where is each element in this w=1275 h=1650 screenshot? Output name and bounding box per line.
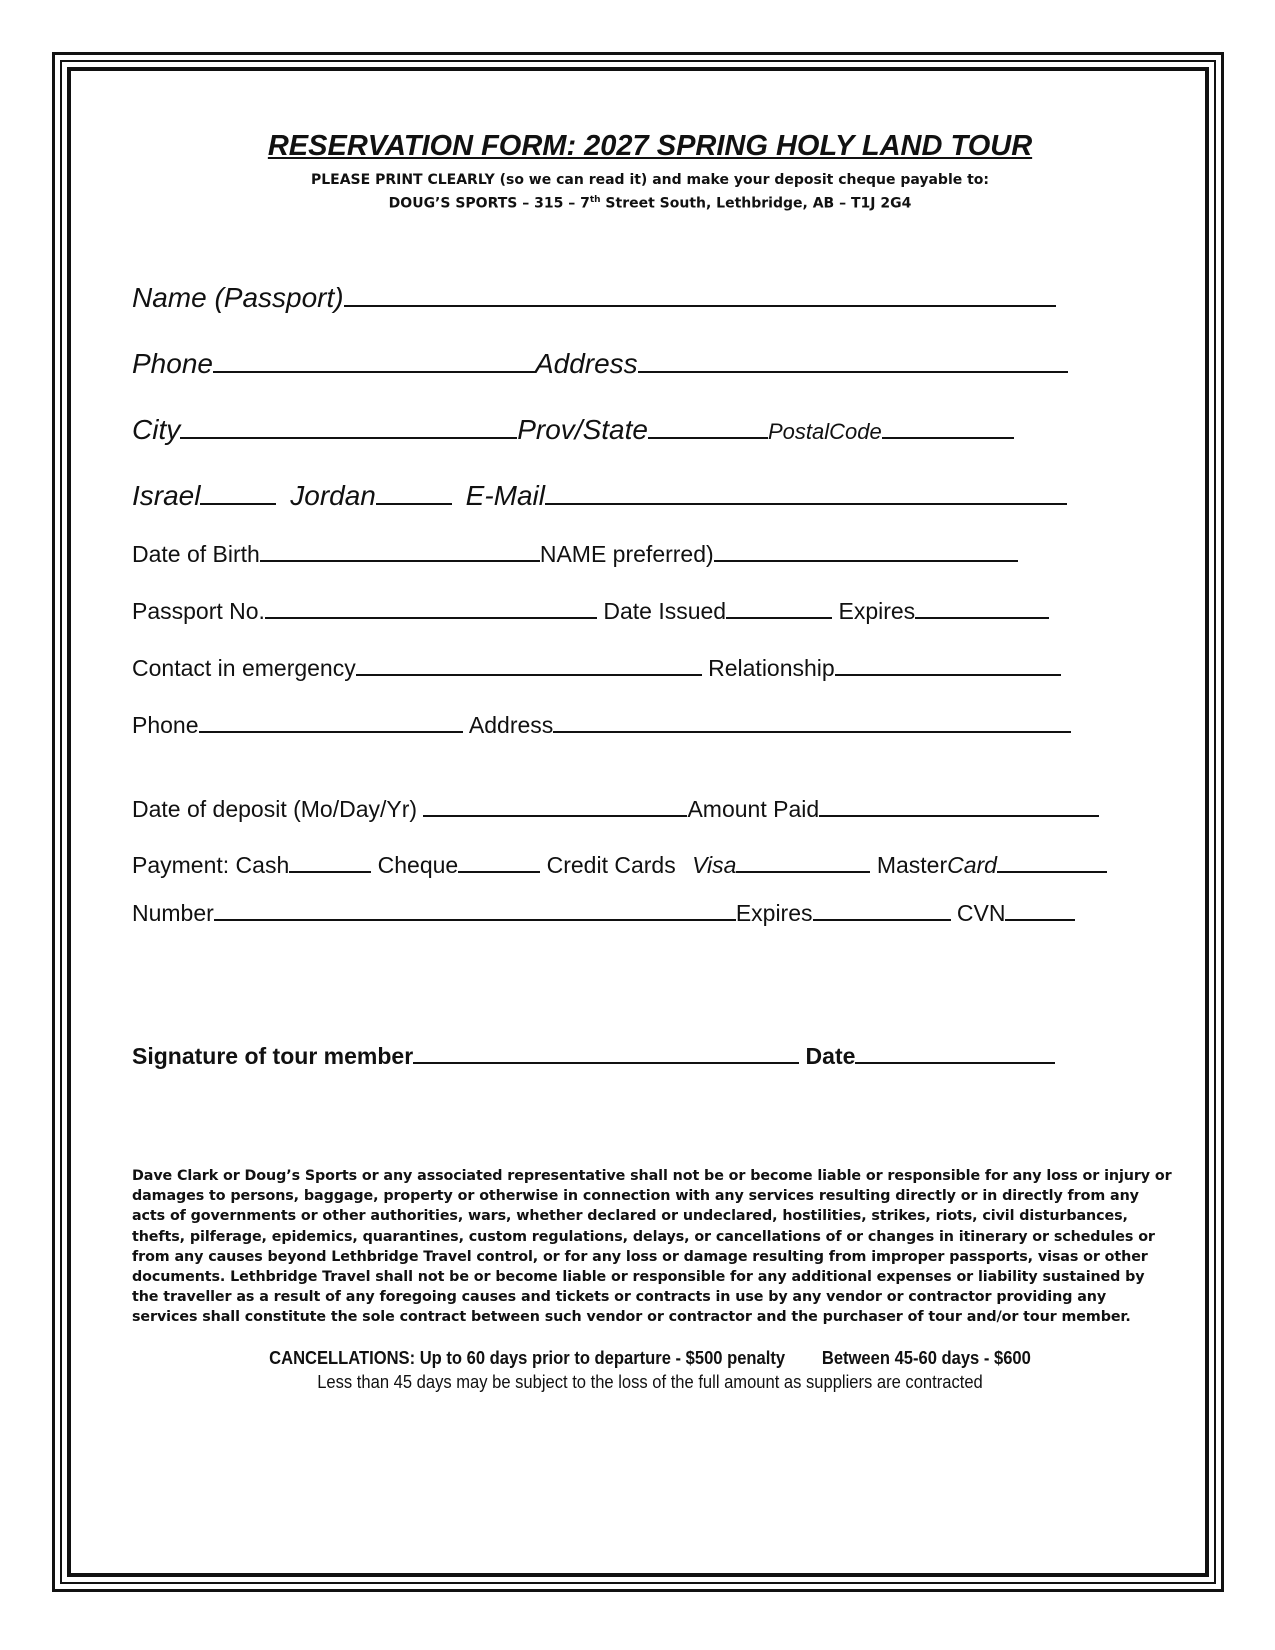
phone-label: Phone xyxy=(132,348,213,379)
date-issued-field[interactable] xyxy=(726,616,832,619)
relationship-field[interactable] xyxy=(835,673,1061,676)
form-title: RESERVATION FORM: 2027 SPRING HOLY LAND TOUR xyxy=(267,130,1033,162)
name-preferred-field[interactable] xyxy=(714,559,1018,562)
visa-field[interactable] xyxy=(736,870,870,873)
payment-row xyxy=(132,852,1107,879)
postal-code-label: PostalCode xyxy=(767,419,882,444)
amount-paid-label: Amount Paid xyxy=(687,796,820,822)
contact-emergency-label: Contact in emergency xyxy=(132,655,356,681)
signature-row xyxy=(132,1043,1055,1070)
deposit-row xyxy=(132,796,1099,823)
visa-label: Visa xyxy=(692,852,737,878)
birth-row xyxy=(132,541,1018,568)
date-of-birth-label: Date of Birth xyxy=(132,541,260,567)
cvn-field[interactable] xyxy=(1005,918,1075,921)
date-label: Date xyxy=(805,1043,856,1069)
postal-code-field[interactable] xyxy=(882,436,1014,439)
expires-label: Expires xyxy=(838,598,916,624)
date-of-deposit-field[interactable] xyxy=(423,814,687,817)
cheque-label: Cheque xyxy=(377,852,459,878)
phone-field[interactable] xyxy=(213,370,535,373)
trip-email-row xyxy=(132,480,1067,512)
card-number-row xyxy=(132,900,1075,927)
phone-address-row xyxy=(132,348,1068,380)
city-row xyxy=(132,414,1014,446)
liability-disclaimer: Dave Clark or Doug’s Sports or any associated representative shall not be or become liable or responsible for any loss or injury or damages to persons, baggage, property or otherwise in connection with any services resulting directly or in directly from any acts of governments or other authorities, wars, whether declared or undeclared, hostilities, strikes, riots, civil disturbances, thefts, pilferage, epidemics, quarantines, custom regulations, delays, or cancellations of or changes in itinerary or schedules or from any causes beyond Lethbridge Travel control, or for any loss or damage resulting from improper passports, visas or other documents. Lethbridge Travel shall not be or become liable or responsible for any additional expenses or liability sustained by the traveller as a result of any foregoing causes and tickets or contracts in use by any vendor or contractor providing any services shall constitute the sole contract between such vendor or contractor and the purchaser of tour and/or tour member. xyxy=(132,1168,1172,1326)
emergency-address-label: Address xyxy=(468,712,554,738)
date-of-deposit-label: Date of deposit (Mo/Day/Yr) xyxy=(132,796,418,822)
city-label: City xyxy=(132,414,181,445)
date-field[interactable] xyxy=(855,1061,1055,1064)
passport-row xyxy=(132,598,1049,625)
credit-cards-label: Credit Cards xyxy=(546,852,676,878)
name-passport-field[interactable] xyxy=(344,304,1056,307)
email-field[interactable] xyxy=(545,502,1067,505)
israel-field[interactable] xyxy=(200,502,276,505)
name-preferred-label: NAME preferred) xyxy=(539,541,714,567)
email-label: E-Mail xyxy=(465,480,545,511)
expires-field[interactable] xyxy=(915,616,1049,619)
cancellation-note: Less than 45 days may be subject to the loss of the full amount as suppliers are contracted xyxy=(317,1372,983,1392)
amount-paid-field[interactable] xyxy=(819,814,1099,817)
card-expires-field[interactable] xyxy=(813,918,951,921)
cash-field[interactable] xyxy=(289,870,371,873)
card-number-field[interactable] xyxy=(214,918,736,921)
prov-state-field[interactable] xyxy=(648,436,768,439)
israel-label: Israel xyxy=(132,480,201,511)
address-field[interactable] xyxy=(638,370,1068,373)
passport-no-label: Passport No. xyxy=(132,598,265,624)
emergency-row xyxy=(132,655,1061,682)
master-label: Master xyxy=(876,852,948,878)
name-passport-label: Name (Passport) xyxy=(132,282,344,313)
date-of-birth-field[interactable] xyxy=(260,559,540,562)
master-card-field[interactable] xyxy=(997,870,1107,873)
payment-cash-label: Payment: Cash xyxy=(132,852,290,878)
cancellation-line-1b: Between 45-60 days - $600 xyxy=(821,1348,1031,1368)
date-issued-label: Date Issued xyxy=(603,598,727,624)
city-field[interactable] xyxy=(180,436,517,439)
signature-label: Signature of tour member xyxy=(132,1043,414,1069)
relationship-label: Relationship xyxy=(708,655,835,681)
address-label: Address xyxy=(534,348,638,379)
cancellation-policy xyxy=(172,1348,1129,1369)
prov-state-label: Prov/State xyxy=(517,414,648,445)
instructions: PLEASE PRINT CLEARLY (so we can read it) and make your deposit cheque payable to: xyxy=(310,172,990,188)
number-label: Number xyxy=(132,900,214,926)
cancellation-line-1a: CANCELLATIONS: Up to 60 days prior to departure - $500 penalty xyxy=(269,1348,786,1368)
payee-address: DOUG’S SPORTS – 315 – 7th Street South, Lethbridge, AB – T1J 2G4 xyxy=(388,195,912,212)
emergency-phone-field[interactable] xyxy=(199,730,463,733)
cvn-label: CVN xyxy=(956,900,1006,926)
cheque-field[interactable] xyxy=(458,870,540,873)
emergency-address-field[interactable] xyxy=(553,730,1071,733)
jordan-field[interactable] xyxy=(376,502,452,505)
card-expires-label: Expires xyxy=(735,900,813,926)
contact-emergency-field[interactable] xyxy=(356,673,702,676)
jordan-label: Jordan xyxy=(290,480,376,511)
emergency-phone-row xyxy=(132,712,1071,739)
signature-field[interactable] xyxy=(413,1061,799,1064)
emergency-phone-label: Phone xyxy=(132,712,199,738)
name-passport-row xyxy=(132,282,1056,314)
card-label: Card xyxy=(947,852,997,878)
passport-no-field[interactable] xyxy=(265,616,597,619)
